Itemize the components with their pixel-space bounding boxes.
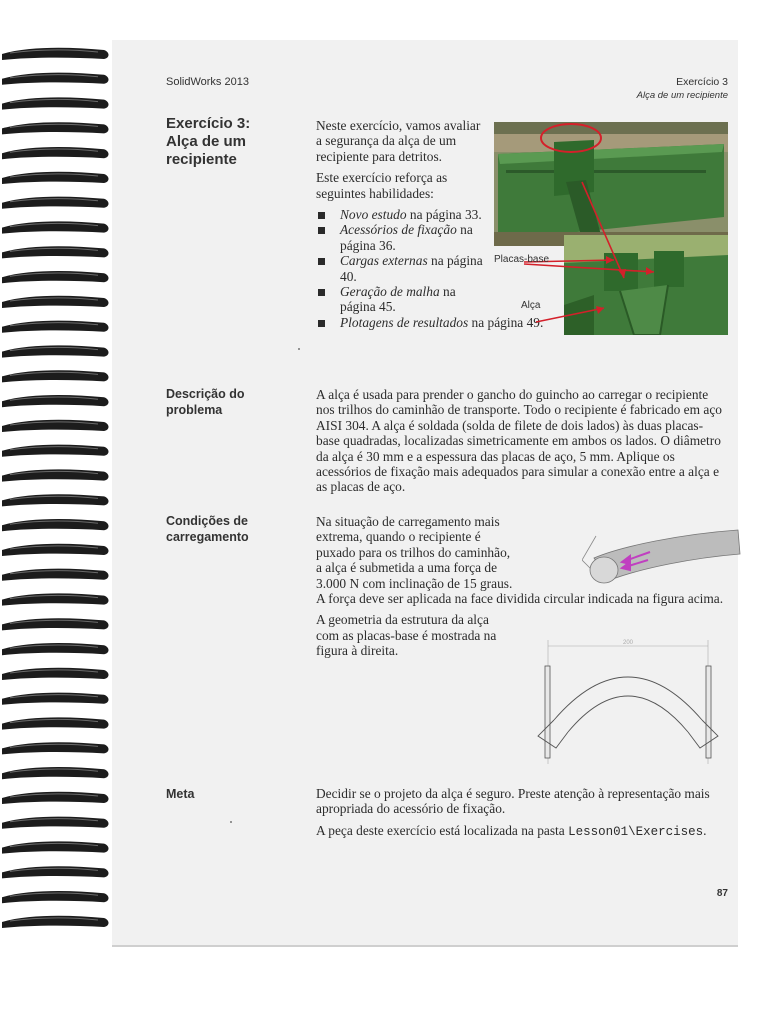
- loading-line: puxado para os trilhos do caminhão,: [316, 544, 511, 560]
- problem-title-line: Descrição do: [166, 387, 245, 401]
- geometry-line: A geometria da estrutura da alça: [316, 612, 489, 628]
- handle-geometry-drawing: [532, 636, 726, 772]
- skill-item: [316, 253, 486, 284]
- goal-location-paragraph: [316, 823, 734, 840]
- header-chapter: [637, 76, 728, 102]
- header-chapter-title: Exercício 3: [676, 76, 728, 88]
- header-product: SolidWorks 2013: [166, 76, 249, 88]
- intro-paragraph: Neste exercício, vamos avaliar a segurança da alça de um recipiente para detritos.: [316, 118, 481, 164]
- scan-speck: [298, 348, 300, 350]
- skill-topic: Geração de malha: [340, 284, 440, 300]
- drawing-dimension: 200: [622, 640, 634, 646]
- reinforces-paragraph: Este exercício reforça as seguintes habilidades:: [316, 170, 448, 201]
- callout-handle: Alça: [521, 300, 541, 311]
- page-number: 87: [716, 888, 728, 899]
- skill-page: na página 45.: [340, 284, 456, 315]
- loading-line: Na situação de carregamento mais: [316, 514, 500, 529]
- skill-topic: Plotagens de resultados: [340, 314, 469, 330]
- callout-arrows: [484, 130, 738, 350]
- problem-text: A alça é usada para prender o gancho do guincho ao carregar o recipiente nos trilhos do caminhão de transporte. Todo o recipiente é fabricado em aço AISI 304. A alça é soldada (solda de filete de dois lados) às duas placas-base quadradas, localizadas simetricamente em ambos os lados. O diâmetro da alça é 30 mm e a espessura das placas de aço, 5 mm. Aplique os acessórios de fixação mais adequados para simular a conexão entre a alça e as placas de aço.: [316, 387, 722, 495]
- goal-text: [316, 786, 734, 846]
- skill-topic: Novo estudo: [340, 207, 407, 223]
- skill-item: [316, 222, 486, 253]
- document-page: [112, 40, 738, 947]
- skill-page: na página 40.: [340, 253, 483, 284]
- goal-location-prefix: A peça deste exercício está localizada na pasta: [316, 822, 569, 838]
- loading-force-note: A força deve ser aplicada na face dividida circular indicada na figura acima.: [316, 591, 724, 607]
- exercise-title-line: Exercício 3:: [166, 115, 251, 132]
- skill-item: [316, 284, 486, 315]
- skill-item: [316, 207, 486, 222]
- exercise-title-line: Alça de um: [166, 133, 247, 150]
- skill-page: na página 49.: [468, 314, 544, 330]
- callout-base-plates: Placas-base: [494, 254, 550, 265]
- exercise-title: [166, 115, 286, 169]
- exercise-title-line: recipiente: [166, 151, 237, 168]
- header-chapter-subtitle: Alça de um recipiente: [636, 90, 728, 101]
- scan-speck: [230, 821, 232, 823]
- loading-line: 3.000 N com inclinação de 15 graus.: [316, 575, 513, 591]
- goal-title: Meta: [166, 787, 195, 801]
- skill-topic: Cargas externas: [340, 253, 428, 269]
- goal-location-suffix: .: [703, 822, 707, 838]
- loading-line: a alça é submetida a uma força de: [316, 560, 498, 576]
- problem-title: [166, 386, 286, 418]
- goal-paragraph: Decidir se o projeto da alça é seguro. Preste atenção à representação mais apropriada do acessório de fixação.: [316, 786, 710, 817]
- geometry-line: figura à direita.: [316, 643, 399, 659]
- loading-title-line: Condições de: [166, 514, 248, 528]
- handle-force-diagram: [582, 528, 742, 584]
- loading-line: extrema, quando o recipiente é: [316, 529, 481, 545]
- skill-page: na página 33.: [406, 207, 482, 223]
- goal-folder-path: Lesson01\Exercises: [568, 824, 704, 839]
- problem-title-line: problema: [166, 403, 223, 417]
- geometry-line: com as placas-base é mostrada na: [316, 627, 497, 643]
- loading-title-line: carregamento: [166, 530, 249, 544]
- loading-title: [166, 513, 286, 545]
- skill-topic: Acessórios de fixação: [340, 222, 457, 238]
- skill-page: na página 36.: [340, 222, 473, 253]
- spiral-binding: [0, 40, 112, 945]
